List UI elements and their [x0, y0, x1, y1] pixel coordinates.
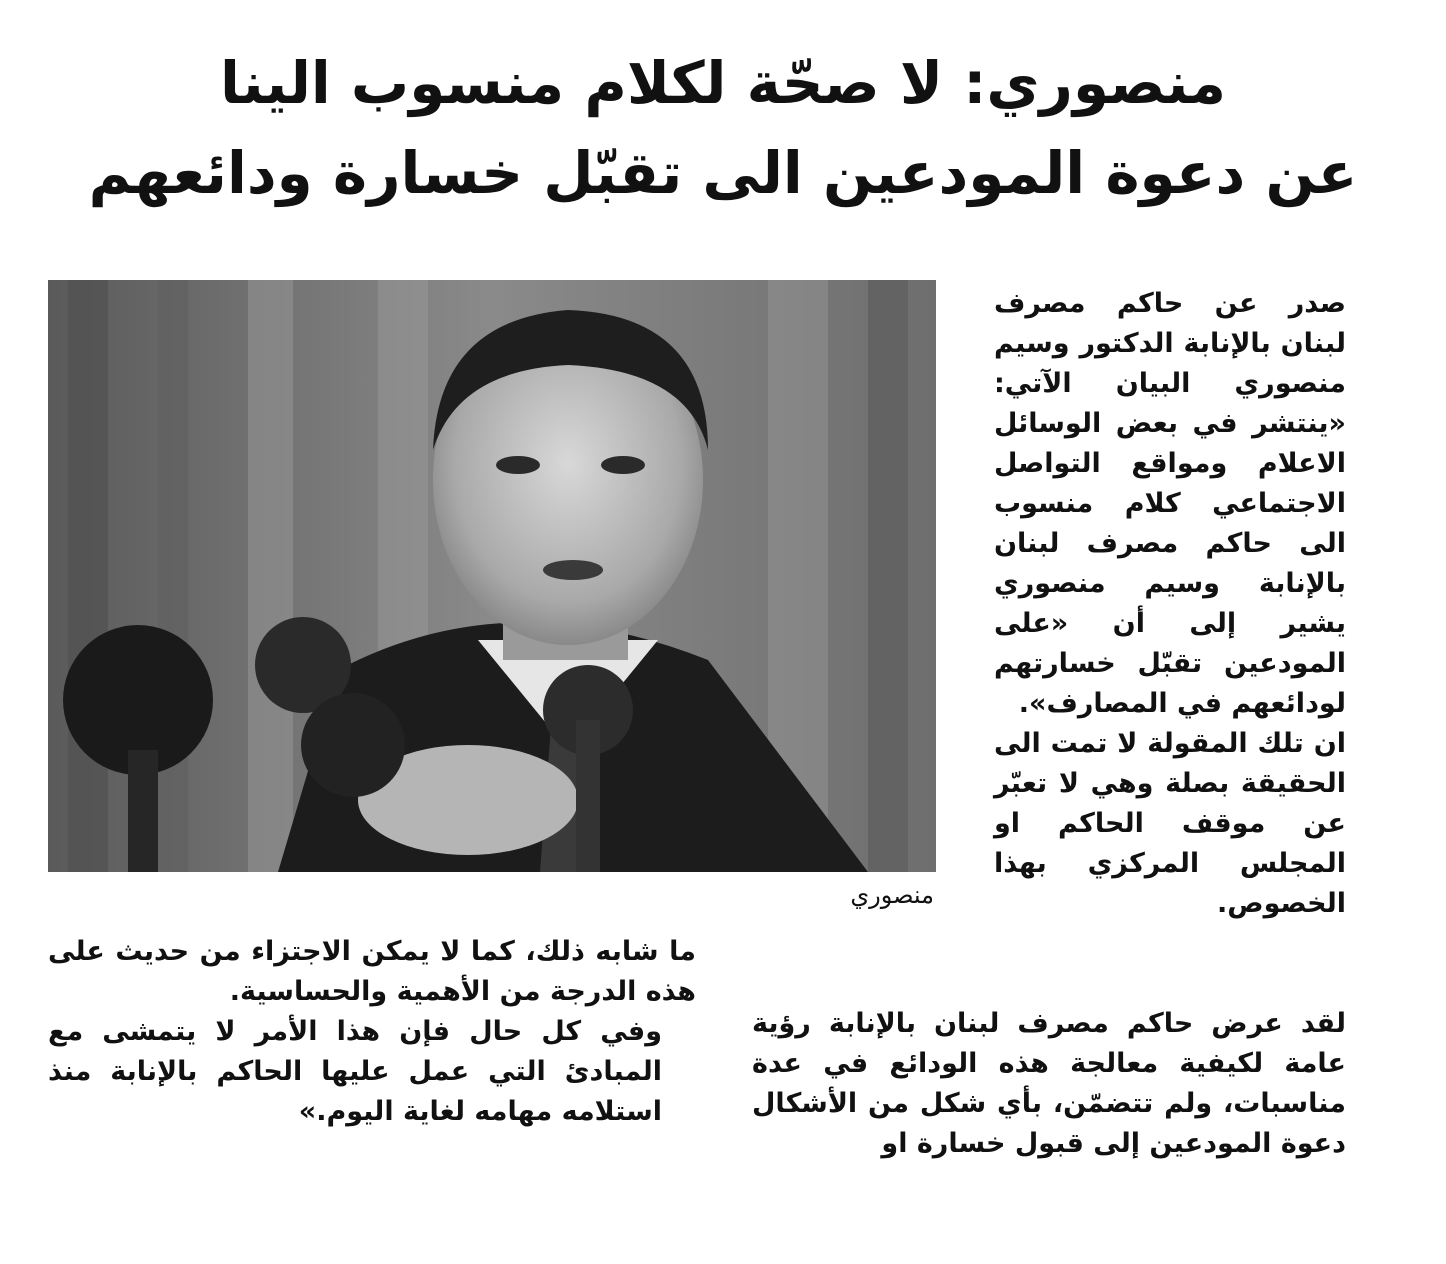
article-column-right-top — [994, 284, 1380, 924]
article-paragraph-5: وفي كل حال فإن هذا الأمر لا يتمشى مع المبادئ التي عمل عليها الحاكم بالإنابة منذ استلامه مهامه لغاية اليوم.» — [48, 1016, 662, 1127]
article-paragraph-3: لقد عرض حاكم مصرف لبنان بالإنابة رؤية عامة لكيفية معالجة هذه الودائع في عدة مناسبات، ولم تتضمّن، بأي شكل من الأشكال دعوة المودعين إلى قبول خسارة او — [752, 1008, 1346, 1159]
news-photo — [48, 280, 936, 872]
headline-line-2: عن دعوة المودعين الى تقبّل خسارة ودائعهم — [88, 139, 1358, 207]
article-paragraph-4: ما شابه ذلك، كما لا يمكن الاجتزاء من حديث على هذه الدرجة من الأهمية والحساسية. — [48, 936, 696, 1007]
article-column-right-bottom — [752, 1004, 1380, 1164]
article-paragraph-2: ان تلك المقولة لا تمت الى الحقيقة بصلة وهي لا تعبّر عن موقف الحاكم او المجلس المركزي بهذا الخصوص. — [994, 728, 1346, 919]
article-column-left — [48, 932, 696, 1132]
headline-line-1: منصوري: لا صحّة لكلام منسوب الينا — [219, 49, 1227, 117]
photo-caption: منصوري — [850, 881, 934, 909]
headline — [60, 38, 1386, 218]
portrait-photo-illustration — [48, 280, 936, 872]
article-paragraph-1: صدر عن حاكم مصرف لبنان بالإنابة الدكتور وسيم منصوري البيان الآتي: «ينتشر في بعض الوسائل الاعلام ومواقع التواصل الاجتماعي كلام منسوب الى حاكم مصرف لبنان بالإنابة وسيم منصوري يشير إلى أن «على المودعين تقبّل خسارتهم لودائعهم في المصارف». — [994, 288, 1346, 719]
